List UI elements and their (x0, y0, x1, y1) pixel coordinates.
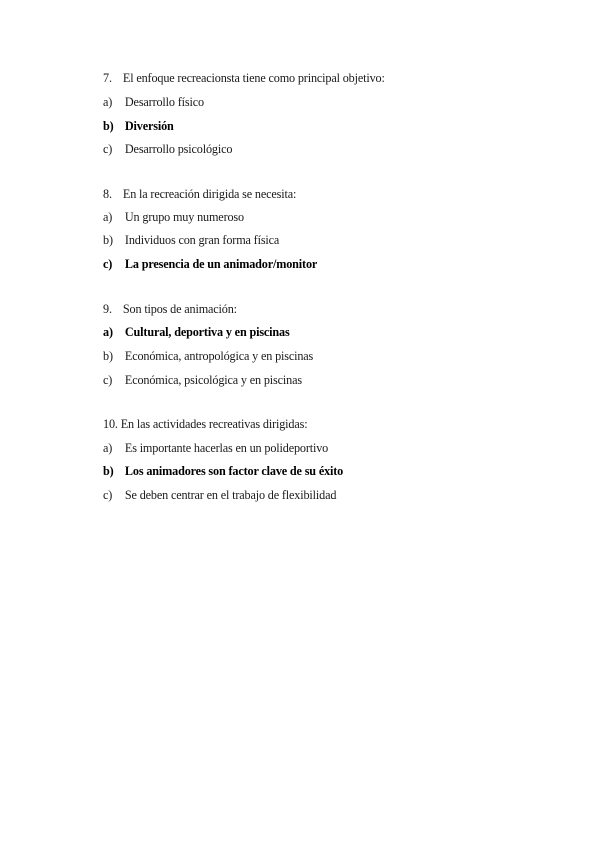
option-text: Diversión (124, 119, 174, 133)
option-text: Un grupo muy numeroso (124, 210, 244, 224)
option-text: Los animadores son factor clave de su éxito (124, 464, 344, 478)
option-text: Cultural, deportiva y en piscinas (124, 325, 290, 339)
option-8c-correct (103, 256, 317, 272)
option-7a (103, 94, 204, 110)
option-10a (103, 440, 328, 456)
option-marker: c) (103, 142, 113, 156)
question-9 (103, 301, 237, 317)
option-9a-correct (103, 324, 290, 340)
question-text: En la recreación dirigida se necesita: (122, 187, 297, 201)
question-8 (103, 186, 296, 202)
option-marker: c) (103, 373, 113, 387)
option-marker: c) (103, 488, 113, 502)
option-marker: a) (103, 95, 113, 109)
option-text: Desarrollo físico (124, 95, 204, 109)
option-9b (103, 348, 313, 364)
question-text: En las actividades recreativas dirigidas: (120, 417, 308, 431)
option-marker: c) (103, 257, 113, 271)
question-number: 7. (103, 71, 112, 85)
option-marker: b) (103, 464, 114, 478)
option-10c (103, 487, 336, 503)
question-number: 9. (103, 302, 112, 316)
question-7 (103, 70, 385, 86)
option-marker: a) (103, 325, 113, 339)
option-7b-correct (103, 118, 174, 134)
option-text: Es importante hacerlas en un polideportivo (124, 441, 329, 455)
option-marker: a) (103, 441, 113, 455)
question-number: 10. (103, 417, 118, 431)
option-text: La presencia de un animador/monitor (124, 257, 318, 271)
option-7c (103, 141, 232, 157)
option-marker: b) (103, 119, 114, 133)
option-text: Desarrollo psicológico (124, 142, 233, 156)
option-text: Económica, antropológica y en piscinas (124, 349, 314, 363)
option-marker: a) (103, 210, 113, 224)
option-text: Individuos con gran forma física (124, 233, 280, 247)
option-8a (103, 209, 244, 225)
question-text: Son tipos de animación: (122, 302, 237, 316)
option-marker: b) (103, 233, 113, 247)
option-text: Se deben centrar en el trabajo de flexibilidad (124, 488, 337, 502)
option-8b (103, 232, 279, 248)
option-9c (103, 372, 302, 388)
question-text: El enfoque recreacionsta tiene como principal objetivo: (122, 71, 385, 85)
option-text: Económica, psicológica y en piscinas (124, 373, 302, 387)
option-10b-correct (103, 463, 343, 479)
option-marker: b) (103, 349, 113, 363)
question-10 (103, 416, 307, 432)
question-number: 8. (103, 187, 112, 201)
